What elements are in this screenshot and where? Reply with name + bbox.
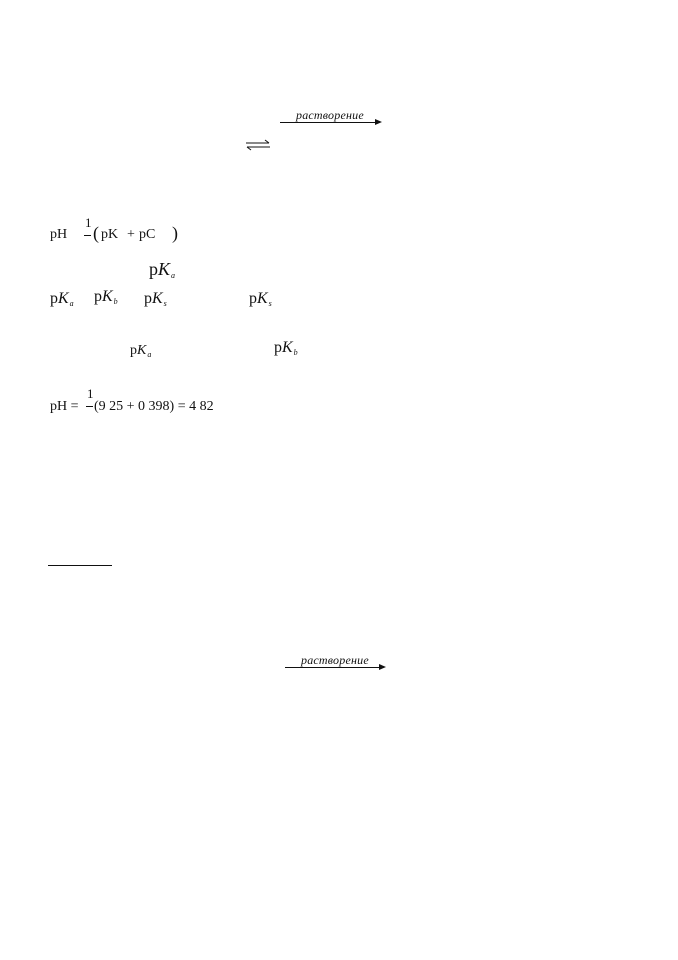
pka-large: pKa — [149, 259, 176, 280]
formula1-close-paren: ) — [172, 223, 178, 243]
formula1-fraction-bar — [84, 235, 91, 236]
constant-pka: pKa — [50, 290, 74, 308]
formula1-plus: + — [127, 227, 135, 242]
bottom-arrow-head — [379, 664, 386, 670]
equilibrium-arrows-icon — [244, 138, 272, 150]
formula1-pc: pC — [139, 227, 156, 242]
bottom-arrow-line — [285, 667, 380, 668]
pair-pkb: pKb — [274, 339, 298, 357]
formula2-body: (9 25 + 0 398) = 4 82 — [94, 399, 214, 414]
top-arrow-label: растворение — [296, 108, 364, 122]
pair-pka: $pK_a$ — [130, 343, 152, 359]
constant-pkb: pKb — [94, 288, 118, 306]
top-arrow-line — [280, 122, 376, 123]
constant-pks-2: pKs — [249, 290, 272, 308]
formula1-pk: pK — [101, 227, 119, 242]
formula1-ph: pH — [50, 227, 68, 242]
formula1-numerator: 1 — [85, 215, 92, 230]
formula2-fraction-bar — [86, 406, 93, 407]
footnote-rule — [48, 565, 112, 566]
bottom-arrow-label: растворение — [301, 653, 369, 667]
constant-pks-1: pKs — [144, 290, 167, 308]
top-arrow-head — [375, 119, 382, 125]
formula2-numerator: 1 — [87, 386, 94, 401]
formula1-open-paren: ( — [93, 223, 99, 243]
formula2-lhs: pH = — [50, 399, 79, 414]
